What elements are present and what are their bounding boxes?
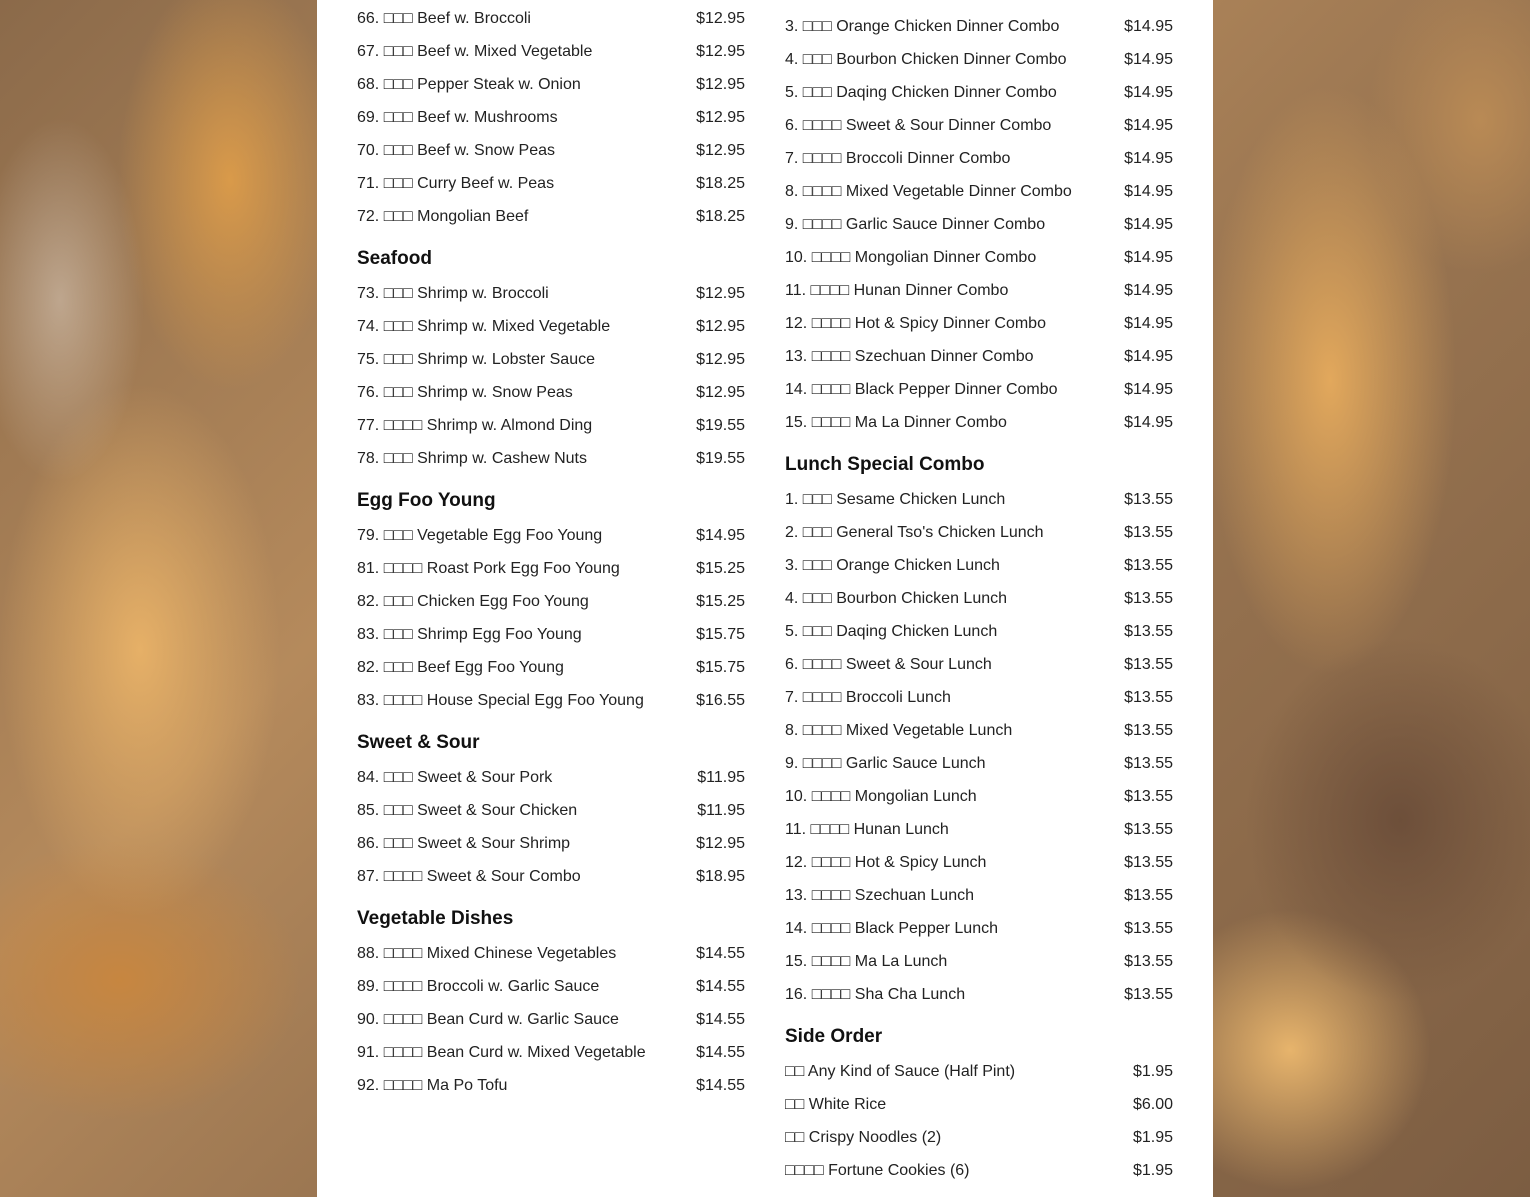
menu-item — [357, 200, 745, 233]
menu-item-name: 86. □□□ Sweet & Sour Shrimp — [357, 834, 571, 852]
menu-item — [785, 373, 1173, 406]
menu-column-right — [785, 0, 1173, 1187]
menu-item — [357, 618, 745, 651]
menu-item-name: 68. □□□ Pepper Steak w. Onion — [357, 75, 581, 93]
menu-item-name: 75. □□□ Shrimp w. Lobster Sauce — [357, 350, 595, 368]
menu-item-name: 1. □□□ Sesame Chicken Lunch — [785, 490, 1006, 508]
menu-item-price: $15.75 — [696, 625, 745, 643]
menu-item — [785, 846, 1173, 879]
menu-item-price: $14.55 — [696, 1010, 745, 1028]
menu-item-price: $14.95 — [1124, 182, 1173, 200]
menu-item-price: $14.95 — [1124, 116, 1173, 134]
menu-item-price: $15.25 — [696, 592, 745, 610]
menu-section — [785, 1025, 1173, 1187]
menu-item-price: $12.95 — [696, 42, 745, 60]
menu-item-price: $12.95 — [696, 350, 745, 368]
menu-item — [357, 277, 745, 310]
menu-item-name: 4. □□□ Bourbon Chicken Dinner Combo — [785, 50, 1067, 68]
menu-item — [357, 860, 745, 893]
menu-item-name: 91. □□□□ Bean Curd w. Mixed Vegetable — [357, 1043, 646, 1061]
menu-item-name: 88. □□□□ Mixed Chinese Vegetables — [357, 944, 617, 962]
menu-item-price: $14.95 — [1124, 413, 1173, 431]
menu-item — [357, 1069, 745, 1102]
menu-item — [785, 582, 1173, 615]
menu-item-price: $14.95 — [1124, 50, 1173, 68]
menu-item-price: $14.95 — [1124, 281, 1173, 299]
menu-item-name: 15. □□□□ Ma La Dinner Combo — [785, 413, 1007, 431]
menu-item-price: $12.95 — [696, 317, 745, 335]
menu-item — [785, 307, 1173, 340]
menu-item-name: 72. □□□ Mongolian Beef — [357, 207, 529, 225]
menu-item-price: $14.95 — [1124, 83, 1173, 101]
menu-item-price: $15.75 — [696, 658, 745, 676]
menu-item-price: $11.95 — [697, 768, 745, 786]
menu-item — [785, 10, 1173, 43]
menu-item-name: 83. □□□ Shrimp Egg Foo Young — [357, 625, 582, 643]
menu-item-price: $13.55 — [1124, 952, 1173, 970]
menu-item-name: 76. □□□ Shrimp w. Snow Peas — [357, 383, 573, 401]
menu-item-price: $14.95 — [1124, 380, 1173, 398]
menu-item-name: 11. □□□□ Hunan Dinner Combo — [785, 281, 1009, 299]
menu-item-name: 77. □□□□ Shrimp w. Almond Ding — [357, 416, 593, 434]
menu-item — [785, 43, 1173, 76]
menu-item-price: $14.55 — [696, 977, 745, 995]
menu-item — [357, 376, 745, 409]
menu-item-price: $13.55 — [1124, 919, 1173, 937]
menu-item-price: $13.55 — [1124, 589, 1173, 607]
menu-item-name: 79. □□□ Vegetable Egg Foo Young — [357, 526, 603, 544]
menu-item-price: $13.55 — [1124, 820, 1173, 838]
menu-item-price: $13.55 — [1124, 886, 1173, 904]
menu-item — [357, 519, 745, 552]
menu-item-price: $12.95 — [696, 141, 745, 159]
menu-item-name: 8. □□□□ Mixed Vegetable Dinner Combo — [785, 182, 1072, 200]
menu-item-name: 13. □□□□ Szechuan Dinner Combo — [785, 347, 1034, 365]
menu-item-name: 12. □□□□ Hot & Spicy Dinner Combo — [785, 314, 1046, 332]
menu-item-price: $13.55 — [1124, 721, 1173, 739]
menu-item-name: 87. □□□□ Sweet & Sour Combo — [357, 867, 581, 885]
menu-item-name: 7. □□□□ Broccoli Dinner Combo — [785, 149, 1011, 167]
menu-item-price: $14.55 — [696, 944, 745, 962]
menu-item — [785, 1154, 1173, 1187]
menu-item-name: 82. □□□ Chicken Egg Foo Young — [357, 592, 589, 610]
menu-item — [357, 937, 745, 970]
menu-item — [785, 681, 1173, 714]
menu-item-price: $1.95 — [1132, 1128, 1173, 1146]
menu-item — [357, 585, 745, 618]
menu-item-name: 3. □□□ Orange Chicken Lunch — [785, 556, 1000, 574]
menu-section — [357, 489, 745, 717]
menu-item-name: 81. □□□□ Roast Pork Egg Foo Young — [357, 559, 620, 577]
menu-item — [785, 780, 1173, 813]
menu-item — [357, 552, 745, 585]
menu-item — [357, 442, 745, 475]
menu-item-price: $13.55 — [1124, 853, 1173, 871]
menu-item-price: $14.95 — [1124, 17, 1173, 35]
menu-item — [785, 208, 1173, 241]
menu-item-price: $13.55 — [1124, 655, 1173, 673]
menu-item — [785, 142, 1173, 175]
menu-item-price: $18.25 — [696, 207, 745, 225]
menu-item — [785, 109, 1173, 142]
menu-item-name: 78. □□□ Shrimp w. Cashew Nuts — [357, 449, 587, 467]
menu-item-price: $13.55 — [1124, 787, 1173, 805]
menu-item — [357, 1003, 745, 1036]
menu-item-name: □□ Any Kind of Sauce (Half Pint) — [785, 1062, 1016, 1080]
menu-item — [357, 343, 745, 376]
menu-item-price: $14.55 — [696, 1043, 745, 1061]
menu-item — [357, 101, 745, 134]
menu-item-name: □□□□ Fortune Cookies (6) — [785, 1161, 970, 1179]
menu-item-name: 89. □□□□ Broccoli w. Garlic Sauce — [357, 977, 600, 995]
menu-item — [357, 684, 745, 717]
menu-item — [785, 549, 1173, 582]
menu-item-name: 10. □□□□ Mongolian Dinner Combo — [785, 248, 1037, 266]
menu-panel — [317, 0, 1213, 1197]
menu-section — [357, 2, 745, 233]
menu-item-price: $13.55 — [1124, 556, 1173, 574]
menu-item-price: $12.95 — [696, 9, 745, 27]
menu-item-name: 66. □□□ Beef w. Broccoli — [357, 9, 531, 27]
menu-column-left — [357, 2, 745, 1102]
menu-item-name: □□ Crispy Noodles (2) — [785, 1128, 942, 1146]
menu-item — [785, 516, 1173, 549]
menu-item-price: $14.95 — [1124, 248, 1173, 266]
menu-item — [785, 241, 1173, 274]
menu-item — [357, 35, 745, 68]
menu-item-price: $13.55 — [1124, 688, 1173, 706]
menu-item-price: $11.95 — [697, 801, 745, 819]
menu-item-price: $1.95 — [1132, 1062, 1173, 1080]
menu-item — [357, 1036, 745, 1069]
menu-item-name: 73. □□□ Shrimp w. Broccoli — [357, 284, 549, 302]
menu-item-price: $19.55 — [696, 416, 745, 434]
menu-item — [785, 0, 1173, 10]
menu-item — [357, 827, 745, 860]
menu-section — [785, 0, 1173, 439]
menu-item-price: $14.95 — [1124, 347, 1173, 365]
menu-item-name: 12. □□□□ Hot & Spicy Lunch — [785, 853, 987, 871]
menu-item — [785, 76, 1173, 109]
menu-item — [357, 794, 745, 827]
menu-item — [785, 1088, 1173, 1121]
menu-item — [357, 409, 745, 442]
menu-item-name: 3. □□□ Orange Chicken Dinner Combo — [785, 17, 1060, 35]
menu-item-name: 14. □□□□ Black Pepper Dinner Combo — [785, 380, 1058, 398]
menu-item-name: 8. □□□□ Mixed Vegetable Lunch — [785, 721, 1013, 739]
menu-item-name: 70. □□□ Beef w. Snow Peas — [357, 141, 555, 159]
menu-item-price: $12.95 — [696, 284, 745, 302]
menu-item-name: 67. □□□ Beef w. Mixed Vegetable — [357, 42, 593, 60]
menu-item — [785, 406, 1173, 439]
menu-item — [357, 167, 745, 200]
menu-item-price: $13.55 — [1124, 622, 1173, 640]
menu-item — [785, 813, 1173, 846]
menu-item — [785, 175, 1173, 208]
menu-item-price: $12.95 — [696, 383, 745, 401]
menu-item-price: $13.55 — [1124, 523, 1173, 541]
menu-item — [357, 2, 745, 35]
menu-item — [357, 68, 745, 101]
menu-item-price: $14.95 — [1124, 149, 1173, 167]
menu-item-name: 69. □□□ Beef w. Mushrooms — [357, 108, 558, 126]
menu-item — [785, 648, 1173, 681]
menu-item-price: $14.55 — [696, 1076, 745, 1094]
menu-item — [785, 1055, 1173, 1088]
menu-item-name: 71. □□□ Curry Beef w. Peas — [357, 174, 555, 192]
section-title: Egg Foo Young — [357, 490, 496, 511]
menu-item-price: $13.55 — [1124, 490, 1173, 508]
menu-item — [357, 970, 745, 1003]
menu-item-name: 5. □□□ Daqing Chicken Dinner Combo — [785, 83, 1057, 101]
menu-item — [785, 945, 1173, 978]
menu-item — [785, 978, 1173, 1011]
menu-item — [785, 879, 1173, 912]
menu-item — [785, 483, 1173, 516]
menu-item-price: $18.95 — [696, 867, 745, 885]
menu-item-name: 7. □□□□ Broccoli Lunch — [785, 688, 951, 706]
section-title: Seafood — [357, 248, 432, 269]
menu-item-price: $15.25 — [696, 559, 745, 577]
menu-item — [785, 747, 1173, 780]
section-title: Side Order — [785, 1026, 883, 1047]
menu-item-price: $6.00 — [1132, 1095, 1173, 1113]
menu-item-name — [785, 0, 1103, 3]
menu-item — [357, 134, 745, 167]
menu-item — [357, 761, 745, 794]
menu-item — [785, 714, 1173, 747]
menu-item — [785, 1121, 1173, 1154]
menu-item-name: 85. □□□ Sweet & Sour Chicken — [357, 801, 578, 819]
section-title: Lunch Special Combo — [785, 454, 985, 475]
menu-item-name: 15. □□□□ Ma La Lunch — [785, 952, 948, 970]
section-title: Sweet & Sour — [357, 732, 480, 753]
menu-item — [357, 651, 745, 684]
menu-section — [357, 731, 745, 893]
menu-item-name: 2. □□□ General Tso's Chicken Lunch — [785, 523, 1044, 541]
menu-item-name: 84. □□□ Sweet & Sour Pork — [357, 768, 553, 786]
menu-item-name: 83. □□□□ House Special Egg Foo Young — [357, 691, 644, 709]
menu-section — [357, 247, 745, 475]
menu-item-price: $13.55 — [1124, 754, 1173, 772]
menu-item-price — [1116, 0, 1173, 3]
menu-item-name: 74. □□□ Shrimp w. Mixed Vegetable — [357, 317, 611, 335]
menu-item-name: 82. □□□ Beef Egg Foo Young — [357, 658, 564, 676]
menu-item — [785, 615, 1173, 648]
menu-item-name: 11. □□□□ Hunan Lunch — [785, 820, 949, 838]
menu-section — [785, 453, 1173, 1011]
menu-item-name: 92. □□□□ Ma Po Tofu — [357, 1076, 508, 1094]
menu-item-price: $1.95 — [1132, 1161, 1173, 1179]
menu-section — [357, 907, 745, 1102]
menu-item-name: 10. □□□□ Mongolian Lunch — [785, 787, 977, 805]
menu-item-price: $19.55 — [696, 449, 745, 467]
menu-item-name: □□ White Rice — [785, 1095, 887, 1113]
menu-item-name: 14. □□□□ Black Pepper Lunch — [785, 919, 998, 937]
menu-item-price: $14.95 — [1124, 215, 1173, 233]
menu-item-price: $12.95 — [696, 108, 745, 126]
menu-item-price: $12.95 — [696, 75, 745, 93]
menu-item-name: 16. □□□□ Sha Cha Lunch — [785, 985, 966, 1003]
menu-item-price: $12.95 — [696, 834, 745, 852]
menu-item-name: 6. □□□□ Sweet & Sour Dinner Combo — [785, 116, 1052, 134]
menu-item-name: 9. □□□□ Garlic Sauce Dinner Combo — [785, 215, 1046, 233]
menu-item-name: 9. □□□□ Garlic Sauce Lunch — [785, 754, 986, 772]
menu-item-price: $13.55 — [1124, 985, 1173, 1003]
menu-item-price: $14.95 — [696, 526, 745, 544]
menu-item-price: $16.55 — [696, 691, 745, 709]
menu-item-name: 4. □□□ Bourbon Chicken Lunch — [785, 589, 1008, 607]
section-title: Vegetable Dishes — [357, 908, 514, 929]
menu-item-name: 5. □□□ Daqing Chicken Lunch — [785, 622, 998, 640]
menu-item — [785, 274, 1173, 307]
menu-item-name: 13. □□□□ Szechuan Lunch — [785, 886, 974, 904]
menu-item-price: $18.25 — [696, 174, 745, 192]
menu-item — [785, 340, 1173, 373]
menu-item — [785, 912, 1173, 945]
menu-item-price: $14.95 — [1124, 314, 1173, 332]
menu-item-name: 90. □□□□ Bean Curd w. Garlic Sauce — [357, 1010, 619, 1028]
menu-item-name: 6. □□□□ Sweet & Sour Lunch — [785, 655, 992, 673]
menu-item — [357, 310, 745, 343]
